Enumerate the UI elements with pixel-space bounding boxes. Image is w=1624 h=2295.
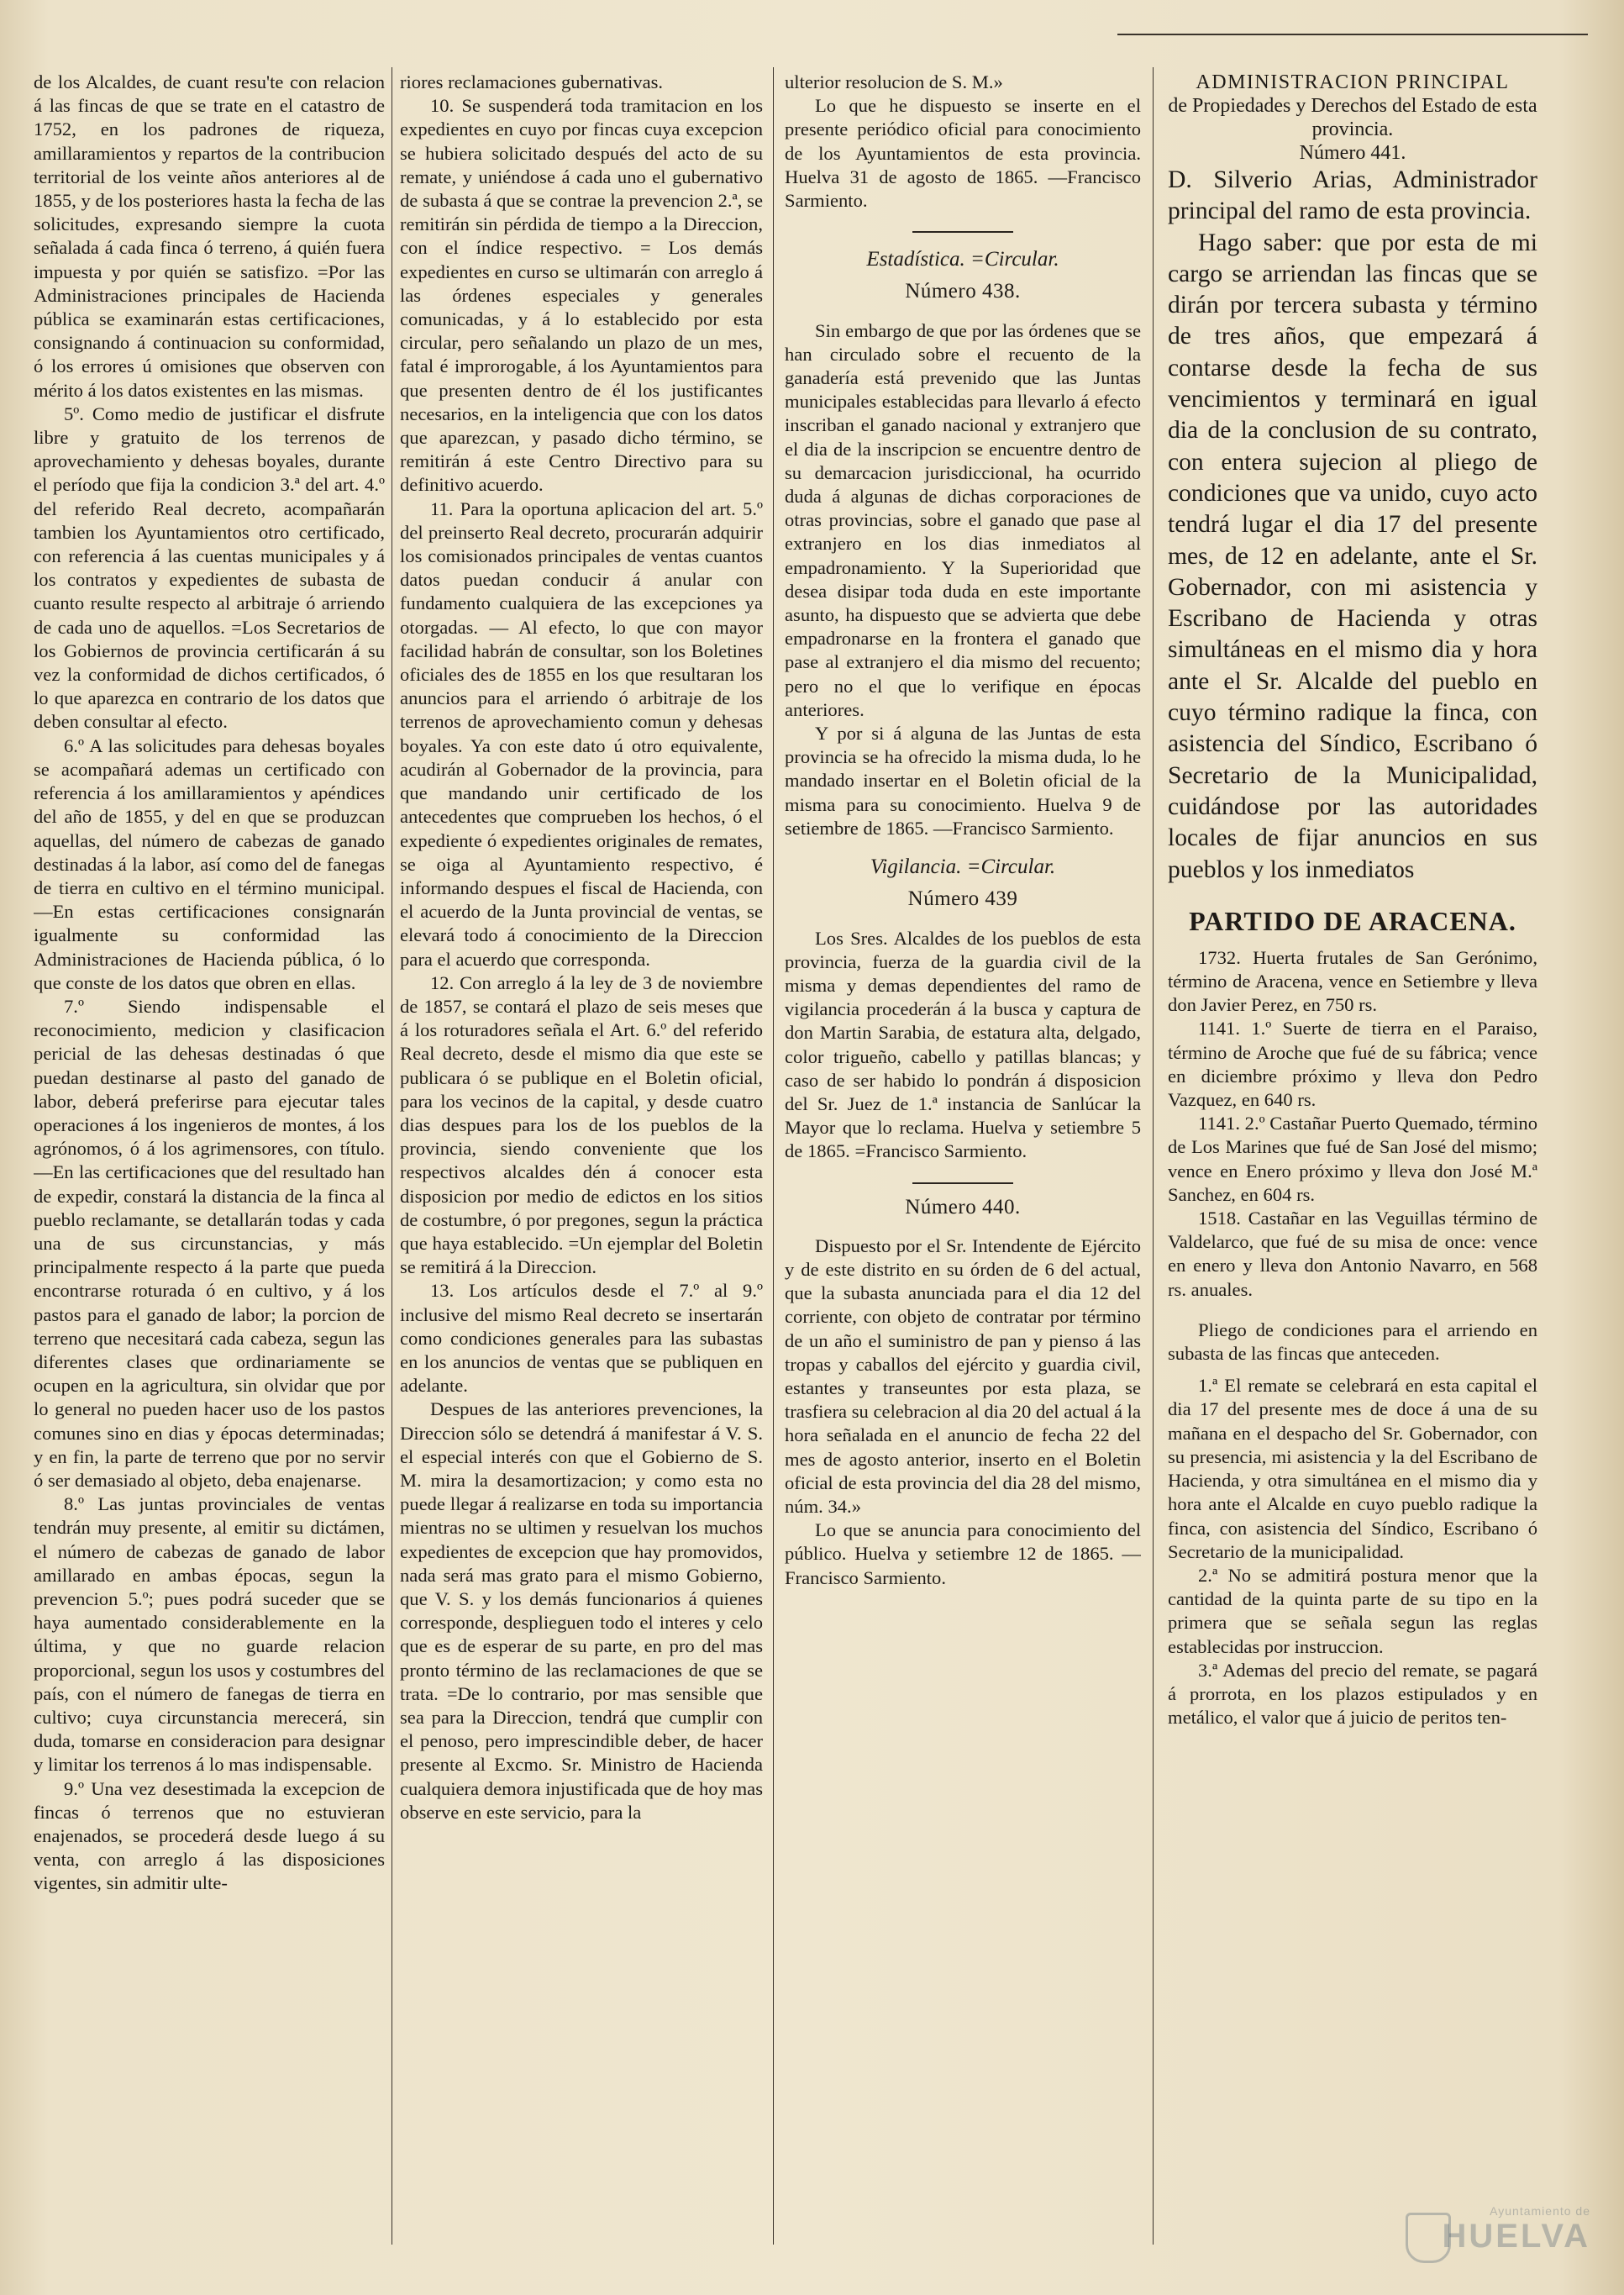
section-number: Número 438.: [905, 280, 1021, 303]
library-watermark: [1406, 2194, 1590, 2261]
admin-subheading: de Propiedades y Derechos del Estado de esta provincia.: [1168, 95, 1537, 140]
top-rule: [1117, 34, 1588, 35]
section-title: Estadística. =Circular.: [866, 248, 1059, 271]
paragraph: Sin embargo de que por las órdenes que se han circulado sobre el recuento de la ganadería está prevenido que las Juntas municipales establecidas para llevarlo á efecto inscriban el ganado nacional y extranjero que el dia de la inscripcion se encuentre dentro de su demarcacion jurisdiccional, ha ocurrido duda á algunas de dichas corporaciones de otras provincias, sobre el ganado que pase al extranjero en los dias inmediatos al empadronamiento. Y la Superioridad que desea disipar toda duda en este importante asunto, ha dispuesto que se advierta que debe empadronarse en la frontera el ganado que pase al extranjero el dia mismo del recuento; pero no el que lo verifique en épocas anteriores.: [785, 319, 1141, 720]
column-2: [400, 71, 763, 2261]
paragraph: Dispuesto por el Sr. Intendente de Ejército y de este distrito en su órden de 6 del actual, que la subasta anunciada para el dia 12 del corriente, con objeto de contratar por término de un año el suministro de pan y pienso á las tropas y caballos del ejército y guardia civil, estantes y transeuntes por esta plaza, se trasfiera su celebracion al dia 20 del actual á la hora señalada en el anuncio de fecha 22 del mes de agosto anterior, inserto en el Boletin oficial de esta provincia del dia 28 del mismo, núm. 34.»: [785, 1234, 1141, 1517]
condition-item: 1.ª El remate se celebrará en esta capital el dia 17 del presente mes de doce á una de su mañana en el despacho del Sr. Gobernador, con su presencia, mi asistencia y la del Escribano de Hacienda, y otra simultánea en el mismo dia y hora ante el Alcalde en cuyo pueblo radique la finca, con asistencia del Síndico, Escribano ó Secretario de la municipalidad.: [1168, 1375, 1537, 1562]
admin-heading: ADMINISTRACION PRINCIPAL: [1196, 71, 1510, 93]
property-item: 1141. 2.º Castañar Puerto Quemado, término de Los Marines que fué de San José del mismo; vence en Enero próximo y lleva don José M.ª Sanchez, en 604 rs.: [1168, 1113, 1537, 1205]
paragraph: 7.º Siendo indispensable el reconocimiento, medicion y clasificacion pericial de las dehesas destinadas ó que puedan destinarse al pasto del ganado de labor, deberá preferirse para ejecutar tales operaciones á los ingenieros de montes, á los agrónomos, ó á los agrimensores, con título. —En las certificaciones que del resultado han de expedir, constará la distancia de la finca al pueblo reclamante, se detallarán todas y cada una de sus circunstancias, y más principalmente respecto á la parte que pueda encontrarse roturada ó en cultivo, y á los pastos para el ganado de labor; la porcion de terreno que necesitará cada cabeza, segun las diferentes clases que ordinariamente se ocupen en la agricultura, sin olvidar que por lo general no pueden hacer uso de los pastos comunes sino en dias y épocas determinadas; y en fin, la parte de terreno que por no servir ó ser demasiado al objeto, deba enajenarse.: [34, 995, 385, 1491]
paragraph: 9.º Una vez desestimada la excepcion de fincas ó terrenos que no estuvieran enajenados, se procederá desde luego á su venta, con arreglo á las disposiciones vigentes, sin admitir ulte-: [34, 1777, 385, 1894]
column-divider: [773, 67, 774, 2245]
column-1: [34, 71, 385, 2261]
watermark-line2: HUELVA: [1442, 2218, 1590, 2255]
paragraph: 8.º Las juntas provinciales de ventas tendrán muy presente, al emitir su dictámen, el número de cabezas de ganado de labor amillarado en ambas épocas, segun la prevencion 5.º; pues podrá suceder que se haya aumentado considerablemente en la última, y que no guarde relacion proporcional, segun los usos y costumbres del país, con el número de fanegas de tierra en cultivo; cuya circunstancia merecerá, sin duda, tomarse en consideracion para designar y limitar los terrenos á lo mas indispensable.: [34, 1493, 385, 1776]
paragraph: 11. Para la oportuna aplicacion del art. 5.º del preinserto Real decreto, procurarán adquirir los comisionados principales de ventas cuantos datos puedan conducir á anular con fundamento cualquiera de las excepciones ya otorgadas. — Al efecto, lo que con mayor facilidad habrán de consultar, son los Boletines oficiales des de 1855 en los que resultaran los anuncios para el arriendo ó arbitraje de los terrenos de aprovechamiento comun y dehesas boyales. Ya con este dato ú otro equivalente, acudirán al Gobernador de la provincia, para que mandando unir certificado de los antecedentes que comprueben los hechos, ó el expediente ó expedientes originales de remates, se oiga al Ayuntamiento respectivo, é informando despues el fiscal de Hacienda, con el acuerdo de la Junta provincial de ventas, se elevará todo á conocimiento de la Direccion para el acuerdo que corresponda.: [400, 497, 763, 970]
paragraph: 6.º A las solicitudes para dehesas boyales se acompañará ademas un certificado con referencia á los amillaramientos y apéndices del año de 1855, y del en que se produzcan aquellas, del número de cabezas de ganado destinadas á la labor, así como del de fanegas de tierra en cultivo en el término municipal. —En estas certificaciones consignarán igualmente su conformidad las Administraciones de Hacienda pública, ó lo que conste de los datos que obren en ellas.: [34, 734, 385, 993]
column-3: [785, 71, 1141, 2261]
watermark-line1: Ayuntamiento de: [1490, 2204, 1590, 2218]
section-rule: [912, 231, 1013, 233]
column-4: [1168, 71, 1537, 2261]
conditions-title: Pliego de condiciones para el arriendo en subasta de las fincas que anteceden.: [1168, 1319, 1537, 1365]
paragraph: Los Sres. Alcaldes de los pueblos de esta provincia, fuerza de la guardia civil de la misma y demas dependientes del ramo de vigilancia procederán á la busca y captura de don Martin Sarabia, de estatura alta, delgado, color trigueño, cabello y patillas blancas; y caso de ser habido lo pondrán á disposicion del Sr. Juez de 1.ª instancia de Sanlúcar la Mayor que lo reclama. Huelva y setiembre 5 de 1865. =Francisco Sarmiento.: [785, 927, 1141, 1162]
section-number: Número 441.: [1299, 142, 1406, 164]
paragraph: Y por si á alguna de las Juntas de esta provincia se ha ofrecido la misma duda, lo he mandado insertar en el Boletin oficial de la misma para su conocimiento. Huelva 9 de setiembre de 1865. —Francisco Sarmiento.: [785, 723, 1141, 839]
condition-item: 3.ª Ademas del precio del remate, se pagará á prorrota, en los plazos estipulados y en metálico, el valor que á juicio de peritos ten-: [1168, 1659, 1537, 1729]
property-item: 1518. Castañar en las Veguillas término de Valdelarco, que fué de su misa de once: vence en enero y lleva don Antonio Navarro, en 568 rs. anuales.: [1168, 1208, 1537, 1300]
section-title: Vigilancia. =Circular.: [870, 855, 1056, 879]
section-rule: [912, 1182, 1013, 1184]
paragraph: Lo que se anuncia para conocimiento del público. Huelva y setiembre 12 de 1865. —Francisco Sarmiento.: [785, 1519, 1141, 1588]
property-item: 1141. 1.º Suerte de tierra en el Paraiso, término de Aroche que fué de su fábrica; vence en diciembre próximo y lleva don Pedro Vazquez, en 640 rs.: [1168, 1018, 1537, 1111]
condition-item: 2.ª No se admitirá postura menor que la cantidad de la quinta parte de su tipo en la primera que se señala segun las reglas establecidas por instruccion.: [1168, 1564, 1537, 1657]
paragraph: riores reclamaciones gubernativas.: [400, 71, 664, 92]
paragraph: Lo que he dispuesto se inserte en el presente periódico oficial para conocimiento de los Ayuntamientos de esta provincia. Huelva 31 de agosto de 1865. —Francisco Sarmiento.: [785, 95, 1141, 212]
announcer: D. Silverio Arias, Administrador principal del ramo de esta provincia.: [1168, 166, 1537, 225]
paragraph: de los Alcaldes, de cuant resu'te con relacion á las fincas de que se trate en el catastro de 1752, en los padrones de riqueza, amillaramientos y repartos de la contribucion territorial de los veinte años anteriores al de 1855, y de los posteriores hasta la fecha de las solicitudes, expresando siempre la cuota señalada á cada finca ó terreno, á quién fuera impuesta y por quién se satisfizo. =Por las Administraciones principales de Hacienda pública se examinarán estas certificaciones, consignando á continuacion su conformidad, ó los errores ú omisiones que observen con mérito á los datos existentes en las mismas.: [34, 71, 385, 401]
column-divider: [1153, 67, 1154, 2245]
property-item: 1732. Huerta frutales de San Gerónimo, término de Aracena, vence en Setiembre y lleva don Javier Perez, en 750 rs.: [1168, 946, 1537, 1016]
paragraph: 13. Los artículos desde el 7.º al 9.º inclusive del mismo Real decreto se insertarán como condiciones generales para las subastas en los anuncios de ventas que se publiquen en adelante.: [400, 1280, 763, 1397]
paragraph: ulterior resolucion de S. M.»: [785, 71, 1003, 92]
paragraph: 10. Se suspenderá toda tramitacion en los expedientes en cuyo por fincas cuya excepcion se hubiera solicitado después del acto de su remate, y uniéndose á cada uno el gubernativo de subasta á que se contrae la prevencion 2.ª, se remitirán sin pérdida de tiempo a la Direccion, con el índice respectivo. = Los demás expedientes en curso se ultimarán con arreglo á las órdenes especiales y generales comunicadas, y á lo establecido por esta circular, pero señalando un plazo de un mes, fatal é improrogable, á los Ayuntamientos para que presenten dentro de él los justificantes necesarios, en la inteligencia que con los datos que aparezcan, y pasado dicho término, se remitirán á este Centro Directivo para su definitivo acuerdo.: [400, 95, 763, 496]
paragraph: 5º. Como medio de justificar el disfrute libre y gratuito de los terrenos de aprovechamiento y dehesas boyales, durante el período que fija la condicion 3.ª del art. 4.º del referido Real decreto, acompañarán tambien los Ayuntamientos otro certificado, con referencia á las cuentas municipales y á los contratos y expedientes de subasta de cuanto resulte respecto al arbitraje ó arriendo de cada uno de aquellos. =Los Secretarios de los Gobiernos de provincia certificarán á su vez la conformidad de dichos certificados, ó lo que aparezca en contrario de los datos que deben consultar al efecto.: [34, 403, 385, 733]
paragraph: 12. Con arreglo á la ley de 3 de noviembre de 1857, se contará el plazo de seis meses que á los roturadores señala el Art. 6.º del referido Real decreto, desde el mismo dia que este se publicara ó se publique en el Boletin oficial, para los vecinos de la capital, y desde cuatro dias despues para los de los pueblos de la provincia, siendo conveniente que los respectivos alcaldes dén á conocer esta disposicion por medio de edictos en los sitios de costumbre, ó por pregones, segun la práctica que haya establecido. =Un ejemplar del Boletin se remitirá á la Direccion.: [400, 971, 763, 1278]
paragraph: Despues de las anteriores prevenciones, la Direccion sólo se detendrá á manifestar á V. S. el especial interés con que el Gobierno de S. M. mira la desamortizacion; y como esta no puede llegar á realizarse en toda su importancia mientras no se ultimen y resuelvan los muchos expedientes de excepcion que hay promovidos, nada será mas grato para el mismo Gobierno, que V. S. y los demás funcionarios á quienes corresponde, desplieguen todo el interes y celo que es de esperar de su parte, en pro del mas pronto término de las reclamaciones de que se trata. =De lo contrario, por mas sensible que sea para la Direccion, tendrá que cumplir con el penoso, pero imprescindible deber, de hacer presente al Excmo. Sr. Ministro de Hacienda cualquiera demora injustificada que de hoy mas observe en este servicio, para la: [400, 1398, 763, 1823]
paragraph: Hago saber: que por esta de mi cargo se arriendan las fincas que se dirán por tercera subasta y término de tres años, que empezará á contarse desde la fecha de sus vencimientos y terminará en igual dia de la conclusion de su contrato, con entera sujecion al pliego de condiciones que va unido, cuyo acto tendrá lugar el dia 17 del presente mes, de 12 en adelante, ante el Sr. Gobernador, con mi asistencia y Escribano de Hacienda y otras simultáneas en el mismo dia y hora ante el Sr. Alcalde del pueblo en cuyo término radique la finca, con asistencia del Síndico, Escribano ó Secretario de la Municipalidad, cuidándose por las autoridades locales de fijar anuncios en sus pueblos y los inmediatos: [1168, 229, 1537, 883]
district-heading: PARTIDO DE ARACENA.: [1189, 905, 1516, 936]
section-number: Número 440.: [905, 1195, 1021, 1219]
section-number: Número 439: [907, 887, 1018, 911]
